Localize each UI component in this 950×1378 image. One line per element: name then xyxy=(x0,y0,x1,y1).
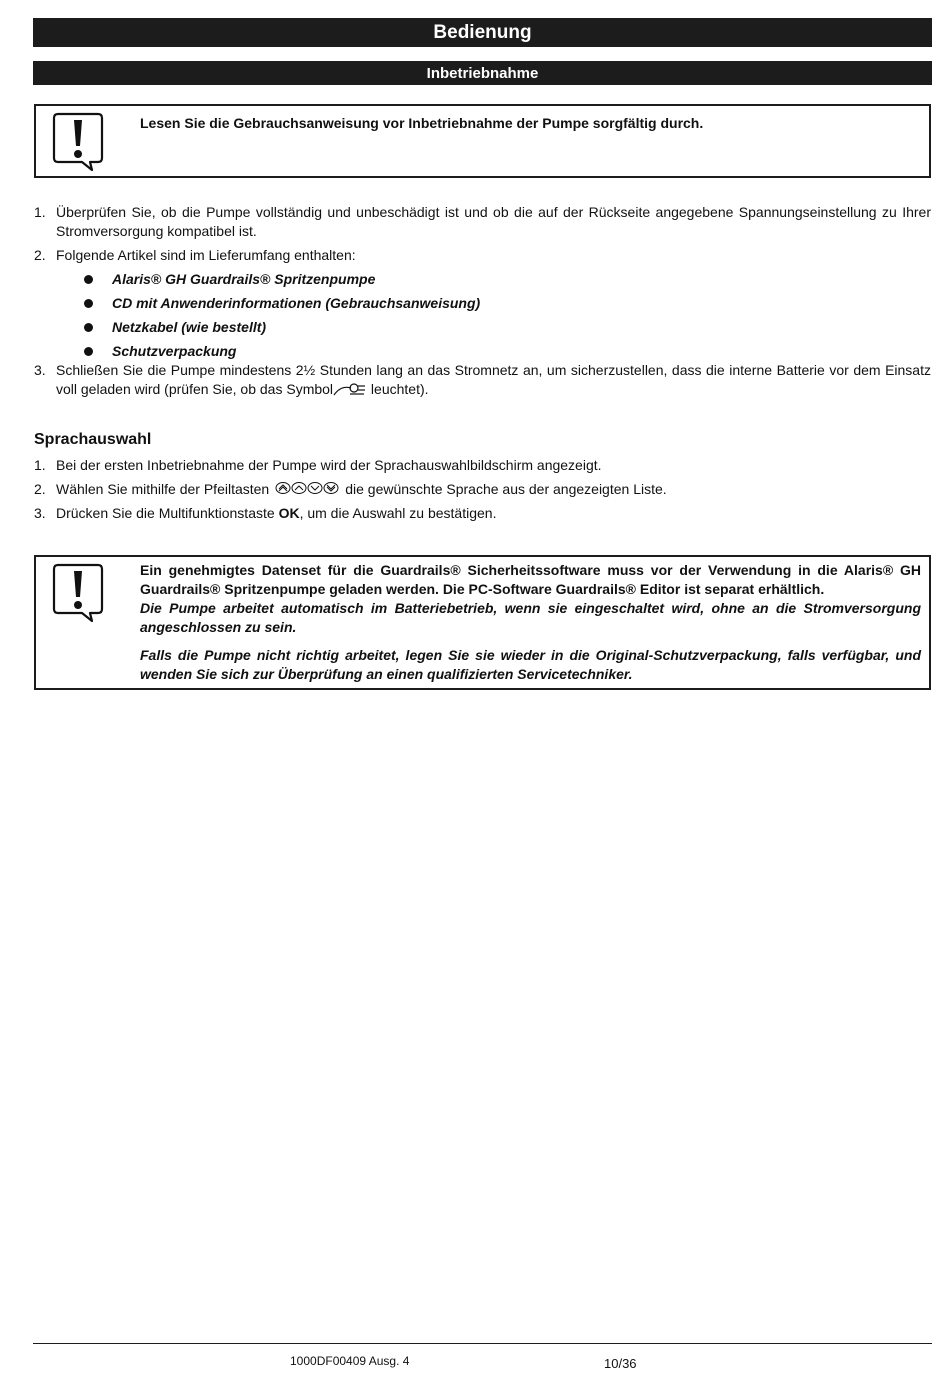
item-number: 1. xyxy=(34,457,46,473)
item-text: Folgende Artikel sind im Lieferumfang enthalten: xyxy=(56,247,356,263)
package-item xyxy=(34,294,931,313)
item-text: Überprüfen Sie, ob die Pumpe vollständig und unbeschädigt ist und ob die auf der Rückseite angegebene Spannungseinstellung zu Ihrer Stromversorgung kompatibel ist. xyxy=(56,204,931,239)
arrow-keys-icon xyxy=(275,481,339,495)
subsection-title: Inbetriebnahme xyxy=(33,61,932,85)
item-text-end: , um die Auswahl zu bestätigen. xyxy=(299,505,497,521)
bullet-icon xyxy=(84,323,93,332)
item-number: 3. xyxy=(34,505,46,521)
language-steps-list xyxy=(34,456,931,523)
list-item xyxy=(34,456,931,475)
document-number: 1000DF00409 Ausg. 4 xyxy=(290,1354,410,1368)
item-text-end: die gewünschte Sprache aus der angezeigten Liste. xyxy=(345,481,667,497)
package-item-text: Alaris® GH Guardrails® Spritzenpumpe xyxy=(112,271,376,287)
item-text: Wählen Sie mithilfe der Pfeiltasten xyxy=(56,481,270,497)
ok-key-label: OK xyxy=(278,505,300,521)
list-item xyxy=(34,480,931,499)
bullet-icon xyxy=(84,299,93,308)
warning-note-icon xyxy=(52,563,104,623)
footer-divider xyxy=(33,1343,932,1344)
bullet-icon xyxy=(84,347,93,356)
item-text-end: leuchtet). xyxy=(367,381,429,397)
package-item xyxy=(34,270,931,289)
mains-plug-icon xyxy=(333,382,367,396)
language-heading: Sprachauswahl xyxy=(34,431,152,448)
item-number: 2. xyxy=(34,481,46,497)
item-number: 3. xyxy=(34,362,46,378)
note1-text: Lesen Sie die Gebrauchsanweisung vor Inbetriebnahme der Pumpe sorgfältig durch. xyxy=(140,115,704,131)
bullet-icon xyxy=(84,275,93,284)
package-item xyxy=(34,342,931,361)
package-item-text: Netzkabel (wie bestellt) xyxy=(112,319,267,335)
section-title: Bedienung xyxy=(33,18,932,47)
caution-note-1 xyxy=(34,104,931,178)
package-item-text: CD mit Anwenderinformationen (Gebrauchsanweisung) xyxy=(112,295,481,311)
note2-para3: Falls die Pumpe nicht richtig arbeitet, legen Sie sie wieder in die Original-Schutzverpackung, falls verfügbar, und wenden Sie sich zur Überprüfung an einen qualifizierten Servicetechniker. xyxy=(140,647,921,682)
caution-note-2 xyxy=(34,555,931,690)
item-text: Bei der ersten Inbetriebnahme der Pumpe wird der Sprachauswahlbildschirm angezeigt. xyxy=(56,457,602,473)
item-number: 1. xyxy=(34,204,46,220)
page-number: 10/36 xyxy=(604,1356,637,1371)
item-text: Schließen Sie die Pumpe mindestens 2½ Stunden lang an das Stromnetz an, um sicherzustellen, dass die interne Batterie vor dem Einsatz voll geladen wird (prüfen Sie, ob das Symbol xyxy=(56,362,931,397)
list-item xyxy=(34,246,931,265)
warning-note-icon xyxy=(52,112,104,172)
list-item xyxy=(34,203,931,241)
package-item xyxy=(34,318,931,337)
note2-para1: Ein genehmigtes Datenset für die Guardrails® Sicherheitssoftware muss vor der Verwendung in die Alaris® GH Guardrails® Spritzenpumpe geladen werden. Die PC-Software Guardrails® Editor ist separat erhältlich. xyxy=(140,562,921,597)
item-text: Drücken Sie die Multifunktionstaste xyxy=(56,505,279,521)
item-number: 2. xyxy=(34,247,46,263)
list-item xyxy=(34,361,931,399)
list-item xyxy=(34,504,931,523)
note2-para2: Die Pumpe arbeitet automatisch im Batteriebetrieb, wenn sie eingeschaltet wird, ohne an die Stromversorgung angeschlossen zu sein. xyxy=(140,600,921,635)
package-item-text: Schutzverpackung xyxy=(112,343,237,359)
setup-steps-list xyxy=(34,203,931,399)
